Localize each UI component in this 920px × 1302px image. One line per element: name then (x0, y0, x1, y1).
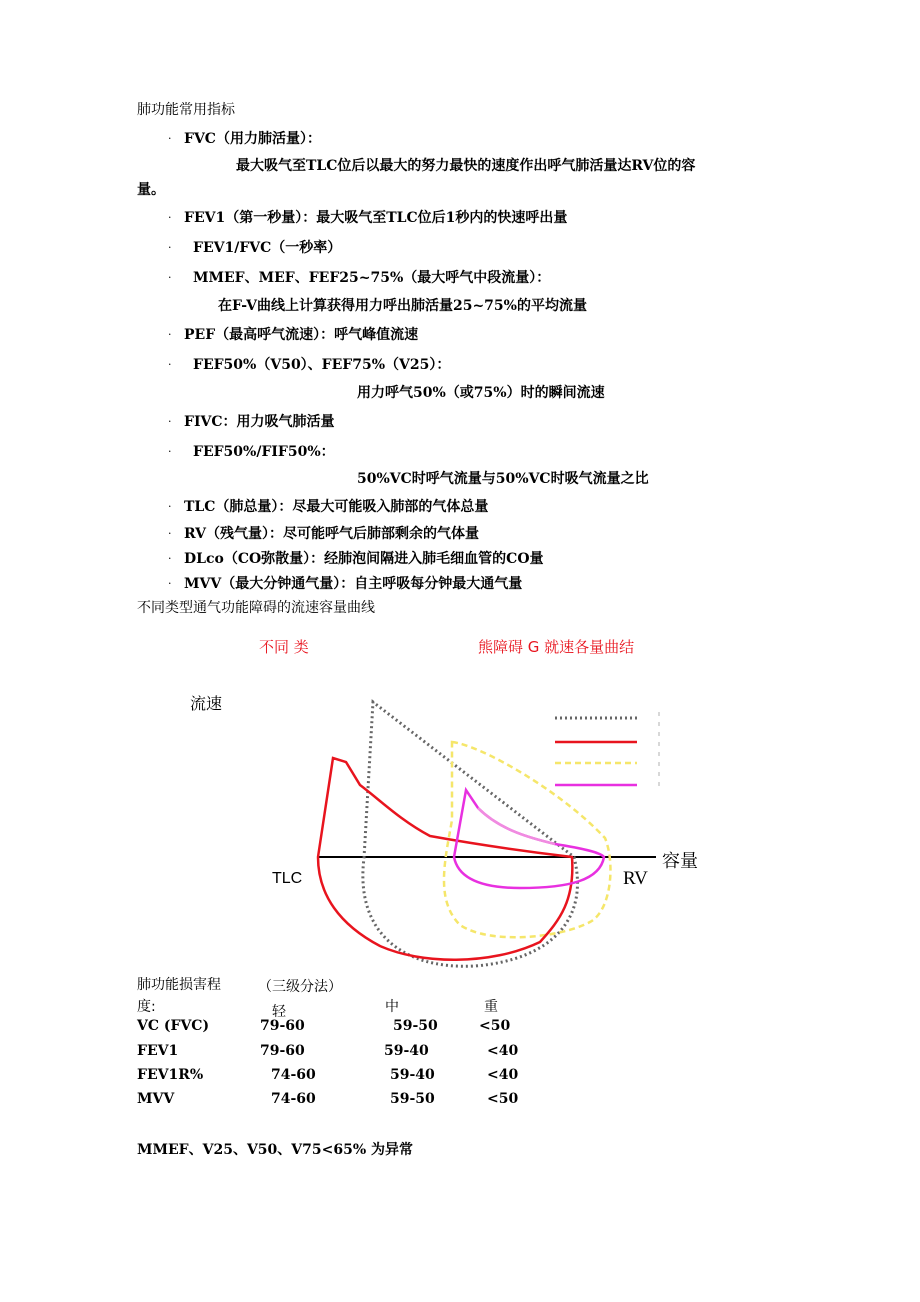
table-row-name: VC (FVC) (137, 1018, 210, 1034)
item-fivc-label: FIVC：用力吸气肺活量 (184, 414, 335, 430)
severity-method: （三级分法） (258, 979, 342, 995)
severity-heading: 肺功能损害程 (137, 977, 221, 993)
table-cell-moderate: 59-40 (390, 1067, 435, 1083)
bullet-icon: · (168, 241, 172, 254)
table-row-name: FEV1 (137, 1043, 179, 1059)
y-axis-label: 流速 (190, 694, 223, 713)
item-dlco-label: DLco（CO弥散量）：经肺泡间隔进入肺毛细血管的CO量 (184, 551, 544, 567)
figure-caption-right: 熊障碍 G 就速各量曲结 (478, 638, 635, 656)
item-fev1-fvc-label: FEV1/FVC（一秒率） (193, 240, 342, 256)
table-cell-mild: 74-60 (271, 1067, 316, 1083)
table-cell-severe: <50 (479, 1018, 511, 1034)
item-rv-label: RV（残气量）：尽可能呼气后肺部剩余的气体量 (184, 526, 479, 542)
col-mild-header: 轻 (272, 1004, 286, 1020)
table-cell-severe: <40 (487, 1043, 519, 1059)
table-cell-severe: <40 (487, 1067, 519, 1083)
bullet-icon: · (168, 211, 172, 224)
item-mvv-label: MVV（最大分钟通气量）：自主呼吸每分钟最大通气量 (184, 576, 523, 592)
footnote: MMEF、V25、V50、V75<65% 为异常 (137, 1142, 414, 1158)
table-cell-moderate: 59-40 (384, 1043, 429, 1059)
item-fef50-label: FEF50%（V50）、FEF75%（V25）： (193, 357, 451, 373)
item-fef-fif-detail: 50%VC时呼气流量与50%VC时吸气流量之比 (357, 471, 649, 487)
bullet-icon: · (168, 415, 172, 428)
normal-curve (363, 702, 578, 966)
item-mmef-label: MMEF、MEF、FEF25~75%（最大呼气中段流量）： (193, 270, 551, 286)
page-title: 肺功能常用指标 (137, 102, 235, 118)
severity-heading-cont: 度: (137, 999, 156, 1015)
bullet-icon: · (168, 445, 172, 458)
bullet-icon: · (168, 132, 172, 145)
table-cell-mild: 79-60 (260, 1043, 305, 1059)
red-curve (318, 758, 572, 960)
col-moderate-header: 中 (385, 999, 399, 1015)
item-tlc-label: TLC（肺总量）：尽最大可能吸入肺部的气体总量 (184, 499, 489, 515)
table-cell-mild: 74-60 (271, 1091, 316, 1107)
item-fef-fif-label: FEF50%/FIF50%： (193, 444, 335, 460)
bullet-icon: · (168, 358, 172, 371)
table-cell-moderate: 59-50 (390, 1091, 435, 1107)
section-title: 不同类型通气功能障碍的流速容量曲线 (137, 600, 375, 616)
item-fev1-label: FEV1（第一秒量）：最大吸气至TLC位后1秒内的快速呼出量 (184, 210, 568, 226)
table-row-name: FEV1R% (137, 1067, 204, 1083)
rv-label: RV (623, 868, 648, 889)
bullet-icon: · (168, 271, 172, 284)
table-row-name: MVV (137, 1091, 175, 1107)
item-fvc-detail: 最大吸气至TLC位后以最大的努力最快的速度作出呼气肺活量达RV位的容 (236, 158, 696, 174)
bullet-icon: · (168, 577, 172, 590)
bullet-icon: · (168, 552, 172, 565)
table-cell-severe: <50 (487, 1091, 519, 1107)
bullet-icon: · (168, 328, 172, 341)
bullet-icon: · (168, 500, 172, 513)
item-fvc-label: FVC（用力肺活量）： (184, 131, 321, 147)
bullet-icon: · (168, 527, 172, 540)
col-severe-header: 重 (484, 999, 498, 1015)
figure-caption-left: 不同 类 (259, 638, 309, 656)
pink-curve-segment (478, 808, 555, 844)
item-pef-label: PEF（最高呼气流速）：呼气峰值流速 (184, 327, 419, 343)
tlc-label: TLC (272, 870, 303, 887)
item-mmef-detail: 在F-V曲线上计算获得用力呼出肺活量25~75%的平均流量 (218, 298, 587, 314)
x-axis-label: 容量 (662, 851, 698, 872)
yellow-curve (444, 742, 610, 937)
item-fvc-detail-cont: 量。 (137, 182, 165, 198)
table-cell-mild: 79-60 (260, 1018, 305, 1034)
table-cell-moderate: 59-50 (393, 1018, 438, 1034)
item-fef50-detail: 用力呼气50%（或75%）时的瞬间流速 (357, 385, 605, 401)
magenta-curve (454, 790, 604, 888)
